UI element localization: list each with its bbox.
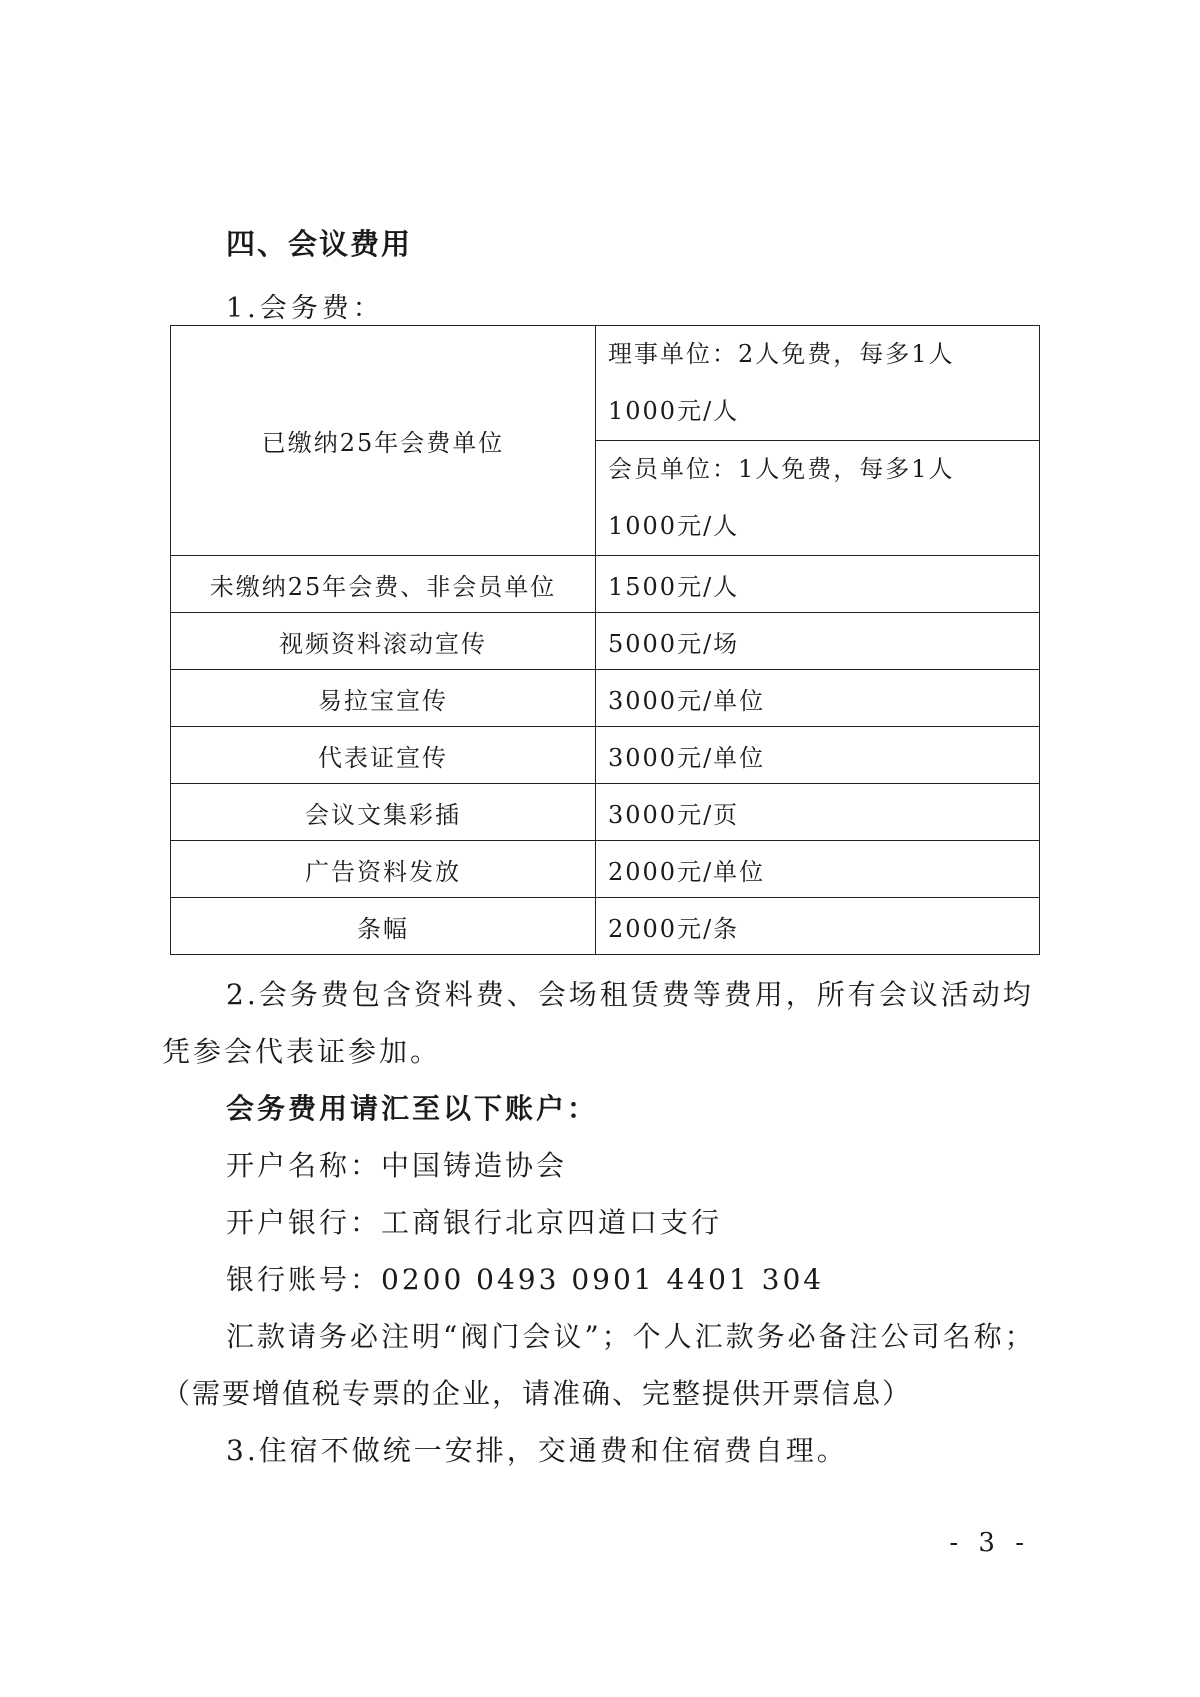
member-fee-line1: 会员单位：1人免费，每多1人 (608, 455, 955, 483)
fee-price: 2000元/单位 (596, 841, 1040, 898)
account-name: 开户名称：中国铸造协会 (226, 1149, 568, 1182)
fee-price: 2000元/条 (596, 898, 1040, 955)
accommodation-note: 3.住宿不做统一安排，交通费和住宿费自理。 (226, 1434, 848, 1467)
member-fee-line2: 1000元/人 (608, 512, 740, 540)
fee-item: 易拉宝宣传 (171, 670, 596, 727)
fee-price: 3000元/单位 (596, 670, 1040, 727)
fee-item: 代表证宣传 (171, 727, 596, 784)
remittance-note: 汇款请务必注明“阀门会议”；个人汇款务必备注公司名称； (226, 1320, 1036, 1353)
fee-item-paid-unit: 已缴纳25年会费单位 (171, 326, 596, 556)
fee-table (170, 325, 1040, 955)
table-row (171, 841, 1040, 898)
table-row (171, 898, 1040, 955)
subsection-title: 1.会务费： (226, 293, 384, 324)
fee-price: 3000元/单位 (596, 727, 1040, 784)
table-row (171, 556, 1040, 613)
fee-price: 1500元/人 (596, 556, 1040, 613)
table-row (171, 670, 1040, 727)
section-heading: 四、会议费用 (226, 227, 413, 261)
table-row (171, 784, 1040, 841)
fee-price: 5000元/场 (596, 613, 1040, 670)
fee-price-director (596, 326, 1040, 441)
account-bank: 开户银行：工商银行北京四道口支行 (226, 1206, 723, 1239)
fee-item: 广告资料发放 (171, 841, 596, 898)
fee-price: 3000元/页 (596, 784, 1040, 841)
fee-item: 视频资料滚动宣传 (171, 613, 596, 670)
fee-item: 会议文集彩插 (171, 784, 596, 841)
account-number: 银行账号：0200 0493 0901 4401 304 (226, 1263, 825, 1296)
invoice-note: （需要增值税专票的企业，请准确、完整提供开票信息） (162, 1377, 913, 1410)
page-number: - 3 - (949, 1528, 1030, 1558)
fee-note-line1: 2.会务费包含资料费、会场租赁费等费用，所有会议活动均 (226, 978, 1034, 1011)
table-row (171, 727, 1040, 784)
fee-item: 未缴纳25年会费、非会员单位 (171, 556, 596, 613)
director-fee-line1: 理事单位：2人免费，每多1人 (608, 340, 955, 368)
fee-note-line2: 凭参会代表证参加。 (162, 1035, 442, 1068)
fee-item: 条幅 (171, 898, 596, 955)
fee-price-member (596, 441, 1040, 556)
account-heading: 会务费用请汇至以下账户： (226, 1092, 599, 1125)
body-text (162, 966, 1062, 1479)
director-fee-line2: 1000元/人 (608, 397, 740, 425)
table-row (171, 326, 1040, 441)
table-row (171, 613, 1040, 670)
